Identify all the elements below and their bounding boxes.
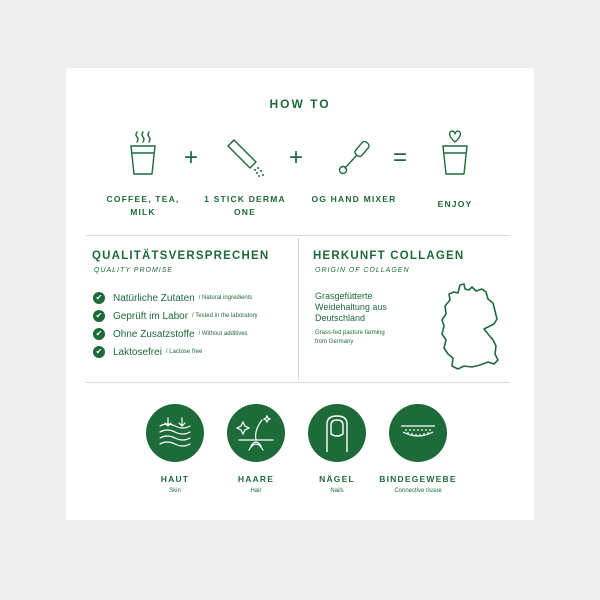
list-item: ✔ Geprüft im Labor / Tested in the laboratory	[93, 307, 293, 325]
plus-sign: +	[289, 144, 304, 171]
origin-title: HERKUNFT COLLAGEN	[313, 250, 465, 262]
cup-steam-icon	[128, 128, 158, 178]
plus-sign: +	[184, 144, 199, 171]
step-label-mixer: OG HAND MIXER	[311, 194, 397, 204]
germany-map-icon	[438, 282, 506, 374]
stick-powder-icon	[224, 136, 268, 180]
origin-text: Grasgefütterte Weidehaltung aus Deutschland	[315, 291, 387, 323]
info-card	[66, 68, 534, 520]
list-item: ✔ Natürliche Zutaten / Natural ingredients	[93, 289, 293, 307]
check-icon: ✔	[93, 346, 105, 358]
origin-subtitle: ORIGIN OF COLLAGEN	[315, 267, 410, 274]
list-item: ✔ Laktosefrei / Lactose free	[93, 343, 293, 361]
check-icon: ✔	[93, 292, 105, 304]
benefit-circle-skin	[146, 404, 204, 462]
divider	[86, 235, 510, 236]
list-item: ✔ Ohne Zusatzstoffe / Without additives	[93, 325, 293, 343]
equals-sign: =	[393, 144, 408, 171]
benefit-circle-nails	[308, 404, 366, 462]
connective-tissue-icon	[389, 404, 447, 462]
fingernail-icon	[308, 404, 366, 462]
benefit-sub: Connective tissue	[394, 488, 442, 494]
quality-subtitle: QUALITY PROMISE	[94, 267, 174, 274]
step-label-coffee: COFFEE, TEA, MILK	[106, 194, 180, 217]
check-icon: ✔	[93, 310, 105, 322]
origin-small-text: Grass-fed pasture farming from Germany	[315, 330, 385, 345]
benefit-label: NÄGEL	[319, 474, 355, 484]
cup-heart-icon	[440, 128, 470, 178]
benefit-sub: Skin	[169, 488, 181, 494]
quality-list	[93, 289, 293, 361]
benefit-label: HAUT	[160, 474, 190, 484]
benefit-label: BINDEGEWEBE	[379, 474, 457, 484]
benefit-label: HAARE	[237, 474, 275, 484]
benefit-sub: Nails	[330, 488, 344, 494]
divider	[298, 238, 299, 380]
how-to-title: HOW TO	[269, 97, 331, 111]
hair-follicle-icon	[227, 404, 285, 462]
benefit-circle-connective-tissue	[389, 404, 447, 462]
check-icon: ✔	[93, 328, 105, 340]
step-label-enjoy: ENJOY	[437, 199, 473, 209]
benefit-circle-hair	[227, 404, 285, 462]
step-label-stick: 1 STICK DERMA ONE	[204, 194, 286, 217]
skin-layers-icon	[146, 404, 204, 462]
divider	[86, 382, 510, 383]
hand-mixer-icon	[336, 138, 376, 178]
quality-title: QUALITÄTSVERSPRECHEN	[92, 250, 270, 262]
benefit-sub: Hair	[250, 488, 262, 494]
